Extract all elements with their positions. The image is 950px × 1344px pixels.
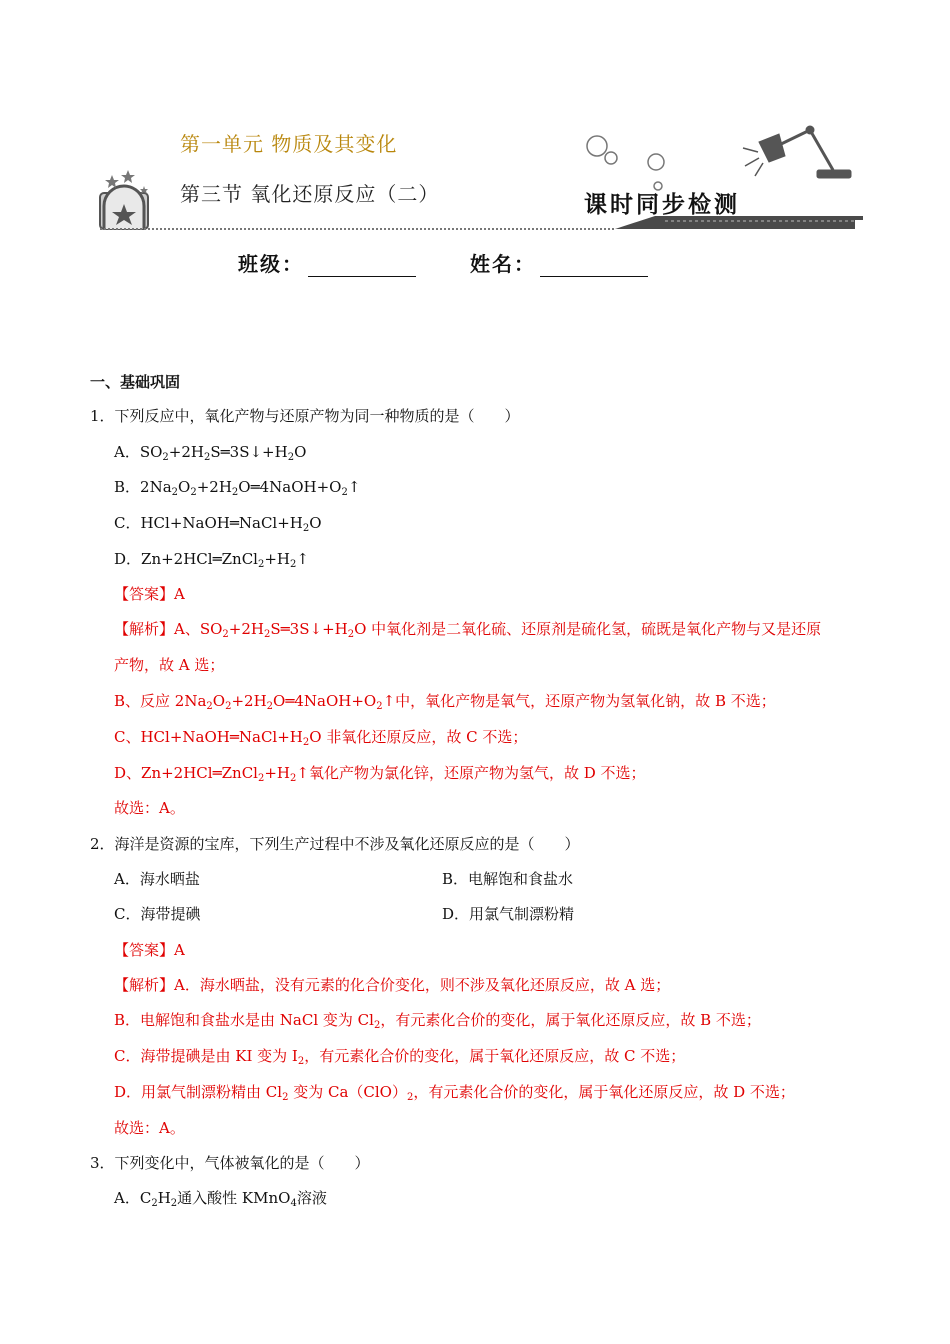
name-field: [470, 248, 648, 277]
name-blank[interactable]: [540, 254, 648, 277]
class-blank[interactable]: [308, 254, 416, 277]
star-emblem-icon: [100, 170, 148, 229]
q1-option-c: C．$HCl+NaOH═NaCl+H_2O$: [114, 514, 322, 534]
q1-conclusion: 故选：A。: [114, 799, 185, 817]
name-label: 姓名：: [470, 252, 536, 276]
q3-stem: 3．下列变化中，气体被氧化的是（ ）: [90, 1154, 370, 1172]
q2-answer: 【答案】A: [114, 941, 185, 959]
q2-option-c: C．海带提碘: [114, 905, 201, 923]
q1-analysis-a-cont: 产物，故 A 选；: [114, 656, 225, 674]
q1-option-a: A．$SO_2+2H_2S═3S↓+H_2O$: [114, 443, 307, 463]
q2-analysis-c: C．海带提碘是由 KI 变为 $I_2$，有元素化合价的变化，属于氧化还原反应，故 C 不选；: [114, 1047, 686, 1067]
q2-analysis-b: B．电解饱和食盐水是由 NaCl 变为 $Cl_2$，有元素化合价的变化，属于氧化还原反应，故 B 不选；: [114, 1011, 761, 1031]
section-title: 第三节 氧化还原反应（二）: [180, 182, 440, 206]
q1-stem: 1．下列反应中，氧化产物与还原产物为同一种物质的是（ ）: [90, 407, 520, 425]
class-field: [238, 248, 416, 277]
bubbles-icon: [587, 136, 664, 190]
q2-analysis-d: D．用氯气制漂粉精由 $Cl_2$ 变为 $Ca(ClO)_2$，有元素化合价的变化，属于氧化还原反应，故 D 不选；: [114, 1083, 795, 1103]
q1-analysis-d: D、$Zn+2HCl═ZnCl_2+H_2↑$氧化产物为氯化锌，还原产物为氢气，故 D 不选；: [114, 764, 646, 784]
q2-option-a: A．海水晒盐: [114, 870, 200, 888]
unit-title: 第一单元 物质及其变化: [180, 132, 398, 156]
class-label: 班级：: [238, 252, 304, 276]
q1-answer: 【答案】A: [114, 585, 185, 603]
q1-analysis-b: B、反应 $2Na_2O_2+2H_2O═4NaOH+O_2↑$中，氧化产物是氧气，还原产物为氢氧化钠，故 B 不选；: [114, 692, 776, 712]
q1-analysis-c: C、$HCl+NaOH═NaCl+H_2O$ 非氧化还原反应，故 C 不选；: [114, 728, 528, 748]
q2-option-d: D．用氯气制漂粉精: [442, 905, 575, 923]
q2-stem: 2．海洋是资源的宝库，下列生产过程中不涉及氧化还原反应的是（ ）: [90, 835, 580, 853]
section-heading: 一、基础巩固: [90, 373, 181, 391]
q2-conclusion: 故选：A。: [114, 1119, 185, 1137]
q1-option-b: B．$2Na_2O_2+2H_2O═4NaOH+O_2↑$: [114, 478, 361, 498]
q1-option-d: D．$Zn+2HCl═ZnCl_2+H_2↑$: [114, 550, 309, 570]
badge-title: 课时同步检测: [584, 192, 740, 218]
q1-analysis-a: 【解析】A、$SO_2+2H_2S═3S↓+H_2O$ 中氧化剂是二氧化硫、还原剂是硫化氢，硫既是氧化产物与又是还原: [114, 620, 822, 640]
q3-option-a: A．$C_2H_2$通入酸性 KMnO$_4$溶液: [114, 1189, 327, 1209]
q2-option-b: B．电解饱和食盐水: [442, 870, 574, 888]
desk-lamp-icon: [743, 126, 851, 178]
q2-analysis-a: 【解析】A．海水晒盐，没有元素的化合价变化，则不涉及氧化还原反应，故 A 选；: [114, 976, 671, 994]
